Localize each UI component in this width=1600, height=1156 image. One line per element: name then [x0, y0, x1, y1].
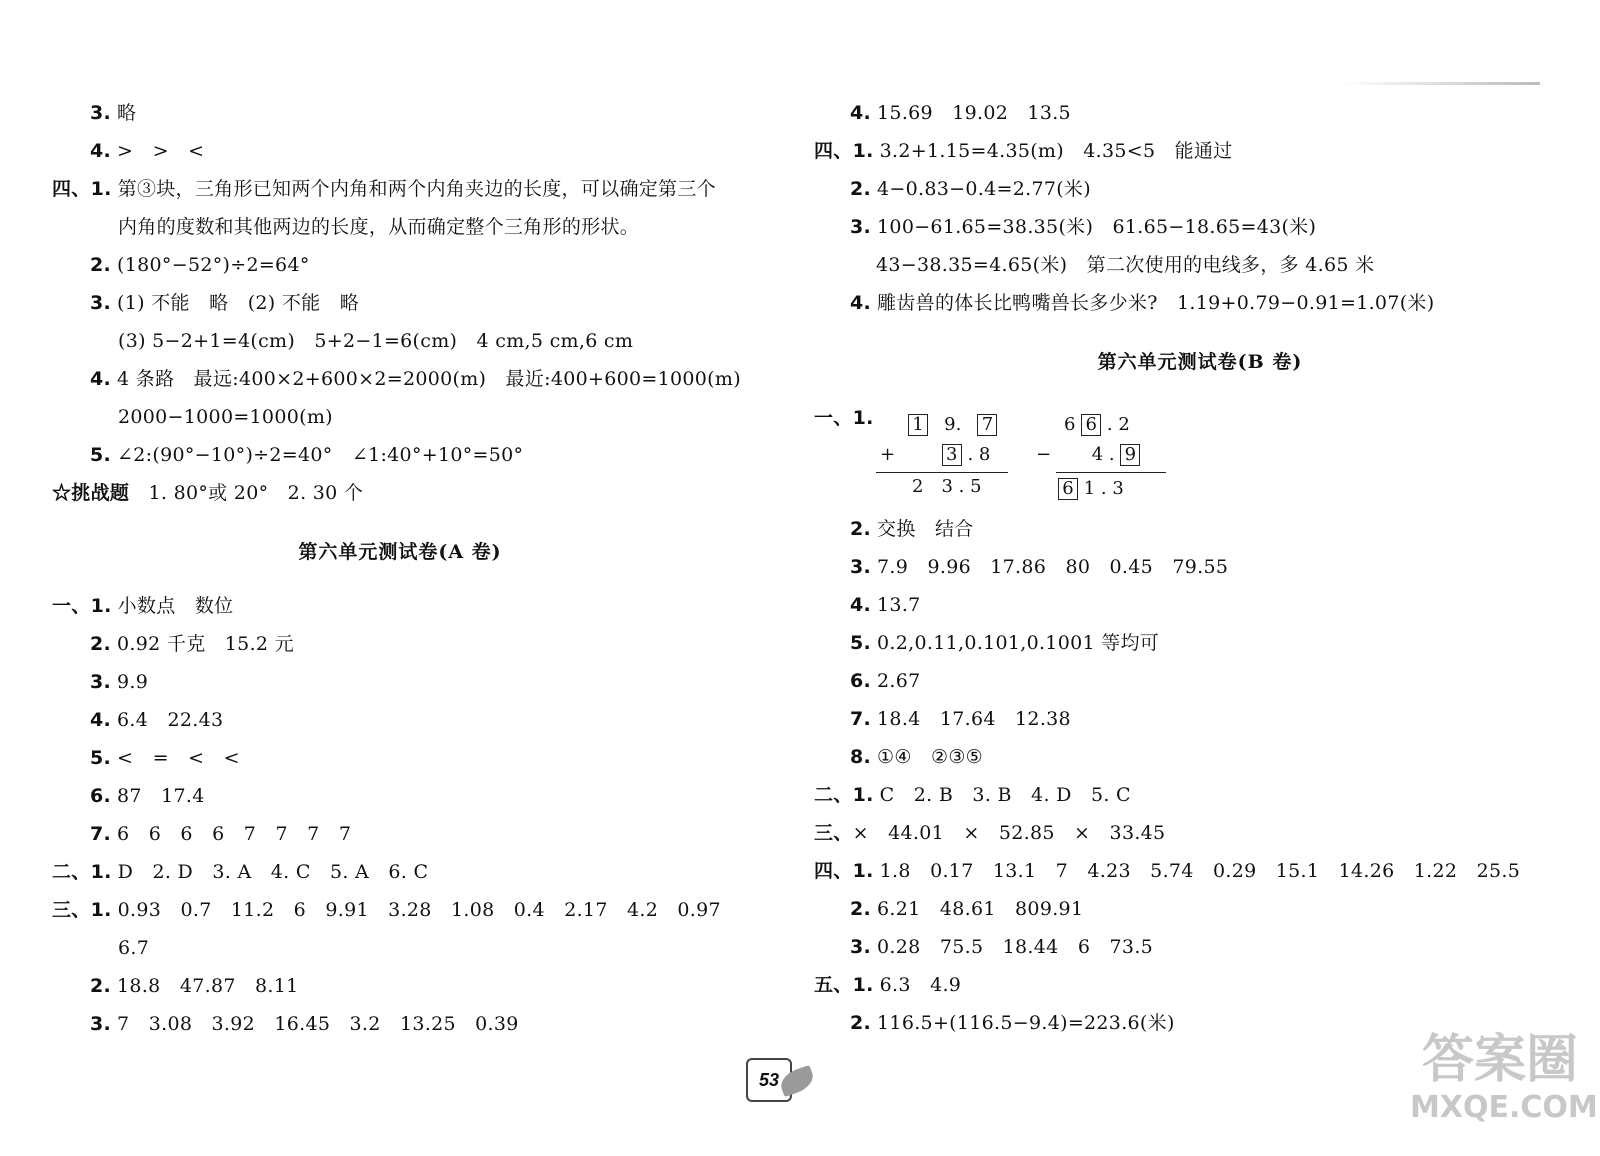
answer-line: 2000−1000=1000(m): [118, 406, 333, 428]
answer-line: 4. 6.4 22.43: [90, 709, 224, 731]
answer-line: 一、1. 小数点 数位: [52, 595, 234, 617]
answer-box: 9: [1120, 444, 1140, 466]
vertical-addition: 1 9. 7 + 3 . 8 2 3 . 5: [876, 412, 1016, 512]
section-heading: 第六单元测试卷(A 卷): [298, 541, 502, 563]
answer-line: 四、1. 1.8 0.17 13.1 7 4.23 5.74 0.29 15.1 14.26 1.22 25.5: [814, 860, 1521, 882]
answer-box: 6: [1058, 478, 1078, 500]
corner-decoration: [1340, 82, 1540, 85]
answer-line: 2. (180°−52°)÷2=64°: [90, 254, 310, 276]
answer-line: 4. 4 条路 最远:400×2+600×2=2000(m) 最近:400+600=1000(m): [90, 368, 741, 390]
answer-line: 4. 13.7: [850, 594, 921, 616]
vertical-subtraction: 6 6 . 2 − 4 . 9 6 1 . 3: [1036, 412, 1176, 512]
answer-line: 4. 15.69 19.02 13.5: [850, 102, 1071, 124]
answer-line: 四、1. 第③块，三角形已知两个内角和两个内角夹边的长度，可以确定第三个: [52, 178, 716, 200]
answer-line: 2. 交换 结合: [850, 518, 974, 540]
answer-line: 2. 4−0.83−0.4=2.77(米): [850, 178, 1091, 200]
answer-line: 3. 略: [90, 102, 137, 124]
answer-line: 一、1.: [814, 407, 874, 429]
answer-line: 7. 6 6 6 6 7 7 7 7: [90, 823, 352, 845]
answer-line: 2. 6.21 48.61 809.91: [850, 898, 1084, 920]
answer-line: 3. (1) 不能 略 (2) 不能 略: [90, 292, 360, 314]
answer-line: 5. ∠2:(90°−10°)÷2=40° ∠1:40°+10°=50°: [90, 444, 524, 466]
answer-line: 6. 2.67: [850, 670, 921, 692]
answer-box: 3: [942, 444, 962, 466]
answer-line: 2. 116.5+(116.5−9.4)=223.6(米): [850, 1012, 1175, 1034]
answer-line: 三、1. 0.93 0.7 11.2 6 9.91 3.28 1.08 0.4 2.17 4.2 0.97: [52, 899, 721, 921]
answer-box: 6: [1081, 414, 1101, 436]
answer-line: 四、1. 3.2+1.15=4.35(m) 4.35<5 能通过: [814, 140, 1233, 162]
answer-line: 5. 0.2,0.11,0.101,0.1001 等均可: [850, 632, 1160, 654]
answer-line: 3. 100−61.65=38.35(米) 61.65−18.65=43(米): [850, 216, 1317, 238]
answer-line: 8. ①④ ②③⑤: [850, 746, 984, 768]
answer-line: 6. 87 17.4: [90, 785, 205, 807]
answer-line: 7. 18.4 17.64 12.38: [850, 708, 1071, 730]
section-heading: 第六单元测试卷(B 卷): [1097, 351, 1303, 373]
answer-line: 6.7: [118, 937, 150, 959]
right-column: [800, 0, 1600, 1156]
answer-line: 4. 雕齿兽的体长比鸭嘴兽长多少米? 1.19+0.79−0.91=1.07(米): [850, 292, 1435, 314]
answer-line: 二、1. D 2. D 3. A 4. C 5. A 6. C: [52, 861, 429, 883]
answer-line: 五、1. 6.3 4.9: [814, 974, 962, 996]
watermark: 答案圈 MXQE.COM: [1410, 1030, 1598, 1125]
answer-line: 2. 18.8 47.87 8.11: [90, 975, 299, 997]
answer-line: (3) 5−2+1=4(cm) 5+2−1=6(cm) 4 cm,5 cm,6 cm: [118, 330, 634, 352]
answer-box: 1: [908, 414, 928, 436]
calc-line: [1056, 472, 1166, 473]
answer-line: 5. < = < <: [90, 747, 240, 769]
answer-line: ☆挑战题 1. 80°或 20° 2. 30 个: [52, 482, 364, 504]
answer-line: 二、1. C 2. B 3. B 4. D 5. C: [814, 784, 1131, 806]
answer-line: 三、× 44.01 × 52.85 × 33.45: [814, 822, 1166, 844]
answer-line: 3. 7 3.08 3.92 16.45 3.2 13.25 0.39: [90, 1013, 519, 1035]
answer-line: 2. 0.92 千克 15.2 元: [90, 633, 294, 655]
answer-line: 3. 9.9: [90, 671, 149, 693]
calc-line: [876, 472, 1008, 473]
answer-line: 3. 7.9 9.96 17.86 80 0.45 79.55: [850, 556, 1229, 578]
page-number: 53: [746, 1058, 792, 1102]
answer-line: 内角的度数和其他两边的长度，从而确定整个三角形的形状。: [118, 216, 640, 238]
answer-line: 3. 0.28 75.5 18.44 6 73.5: [850, 936, 1154, 958]
answer-box: 7: [977, 414, 997, 436]
answer-line: 43−38.35=4.65(米) 第二次使用的电线多，多 4.65 米: [876, 254, 1375, 276]
answer-line: 4. > > <: [90, 140, 205, 162]
